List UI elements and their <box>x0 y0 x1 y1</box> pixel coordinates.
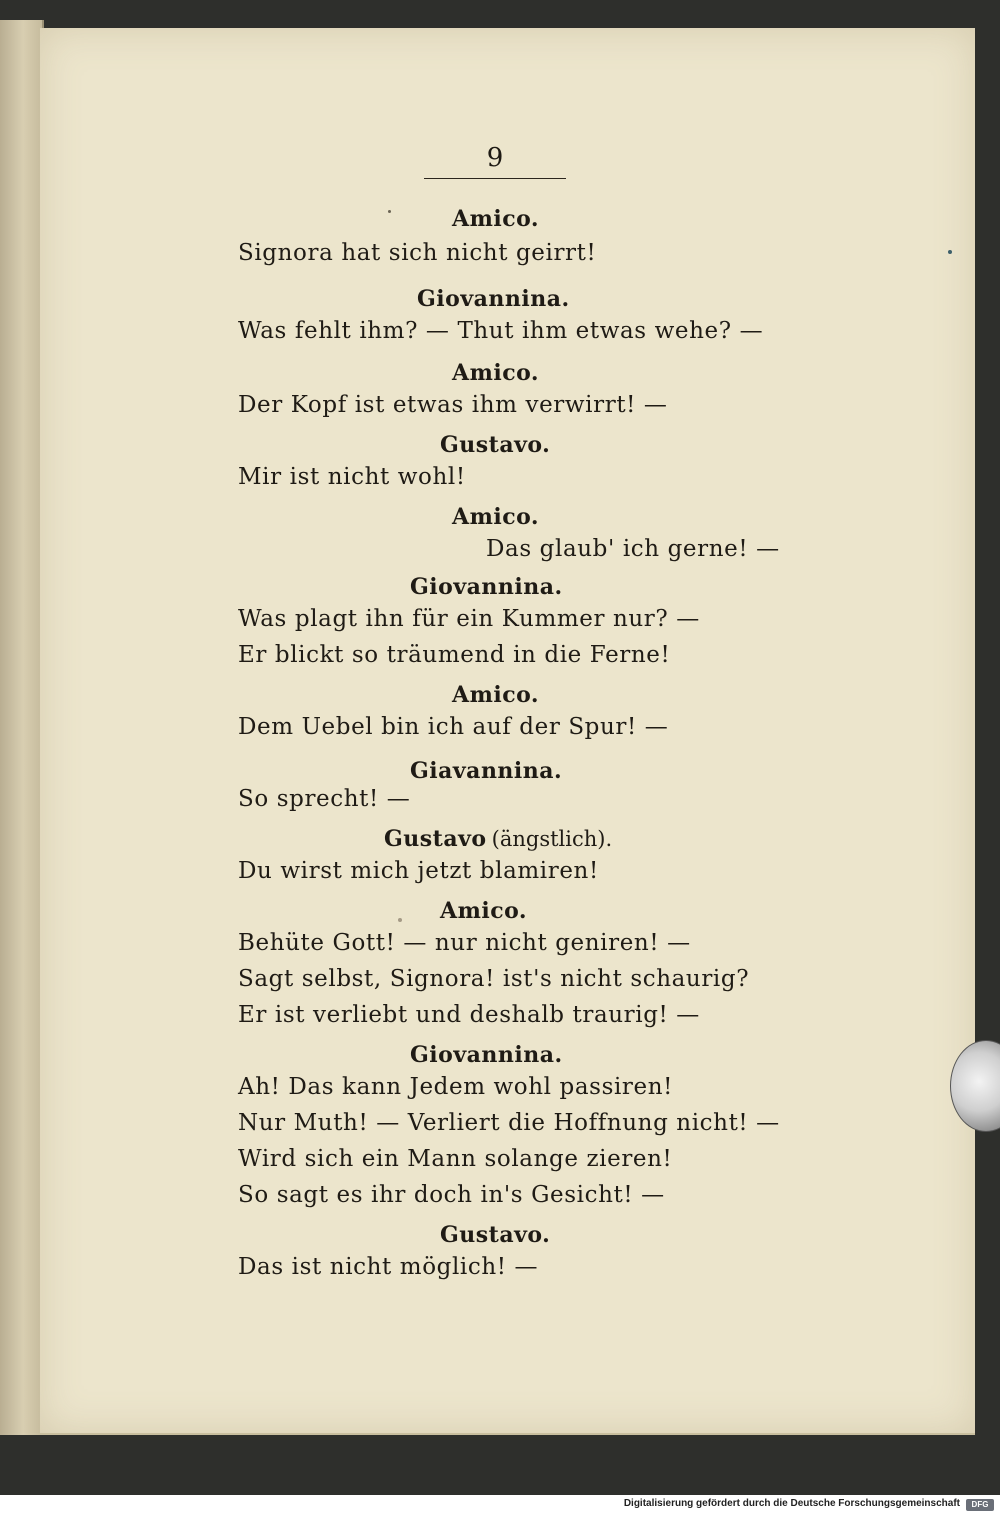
speck-mark <box>398 918 402 922</box>
speaker-name: Amico. <box>452 504 540 530</box>
verse-line: Wird sich ein Mann solange zieren! <box>238 1146 673 1172</box>
speaker-name: Amico. <box>452 206 540 232</box>
speaker-name: Giovannina. <box>417 286 570 312</box>
page-number: 9 <box>486 143 504 173</box>
dfg-logo: DFG <box>966 1499 994 1511</box>
speaker-name: Amico. <box>440 898 528 924</box>
page-number-rule <box>424 178 566 179</box>
speaker-name: Giovannina. <box>410 1042 563 1068</box>
verse-line: Du wirst mich jetzt blamiren! <box>238 858 599 884</box>
speaker-name: Amico. <box>452 682 540 708</box>
scan-border-right <box>975 20 1000 1480</box>
speaker-name: Gustavo. <box>440 432 551 458</box>
speaker-name: Gustavo <box>384 826 487 852</box>
funding-notice: Digitalisierung gefördert durch die Deutsche Forschungsgemeinschaft <box>623 1498 960 1509</box>
verse-line: Er ist verliebt und deshalb traurig! — <box>238 1002 700 1028</box>
verse-line: Sagt selbst, Signora! ist's nicht schaurig? <box>238 966 750 992</box>
verse-line: So sprecht! — <box>238 786 411 812</box>
verse-line: So sagt es ihr doch in's Gesicht! — <box>238 1182 665 1208</box>
speaker-name: Gustavo. <box>440 1222 551 1248</box>
speaker-name: Amico. <box>452 360 540 386</box>
stage-direction: (ängstlich). <box>491 827 613 851</box>
verse-line: Dem Uebel bin ich auf der Spur! — <box>238 714 669 740</box>
verse-line: Behüte Gott! — nur nicht geniren! — <box>238 930 691 956</box>
verse-line: Er blickt so träumend in die Ferne! <box>238 642 671 668</box>
verse-line: Ah! Das kann Jedem wohl passiren! <box>238 1074 673 1100</box>
verse-line: Signora hat sich nicht geirrt! <box>238 240 597 266</box>
verse-line: Mir ist nicht wohl! <box>238 464 466 490</box>
verse-line: Der Kopf ist etwas ihm verwirrt! — <box>238 392 668 418</box>
verse-line: Was plagt ihn für ein Kummer nur? — <box>238 606 700 632</box>
verse-line: Das glaub' ich gerne! — <box>486 536 780 562</box>
previous-page-edge <box>0 20 44 1480</box>
scan-border-bottom <box>0 1435 1000 1495</box>
verse-line: Was fehlt ihm? — Thut ihm etwas wehe? — <box>238 318 764 344</box>
speck-mark <box>388 210 391 213</box>
verse-line: Nur Muth! — Verliert die Hoffnung nicht! — <box>238 1110 780 1136</box>
speaker-name: Giovannina. <box>410 574 563 600</box>
speaker-name: Giavannina. <box>410 758 563 784</box>
speck-mark <box>948 250 952 254</box>
verse-line: Das ist nicht möglich! — <box>238 1254 539 1280</box>
speaker-line <box>384 826 612 852</box>
